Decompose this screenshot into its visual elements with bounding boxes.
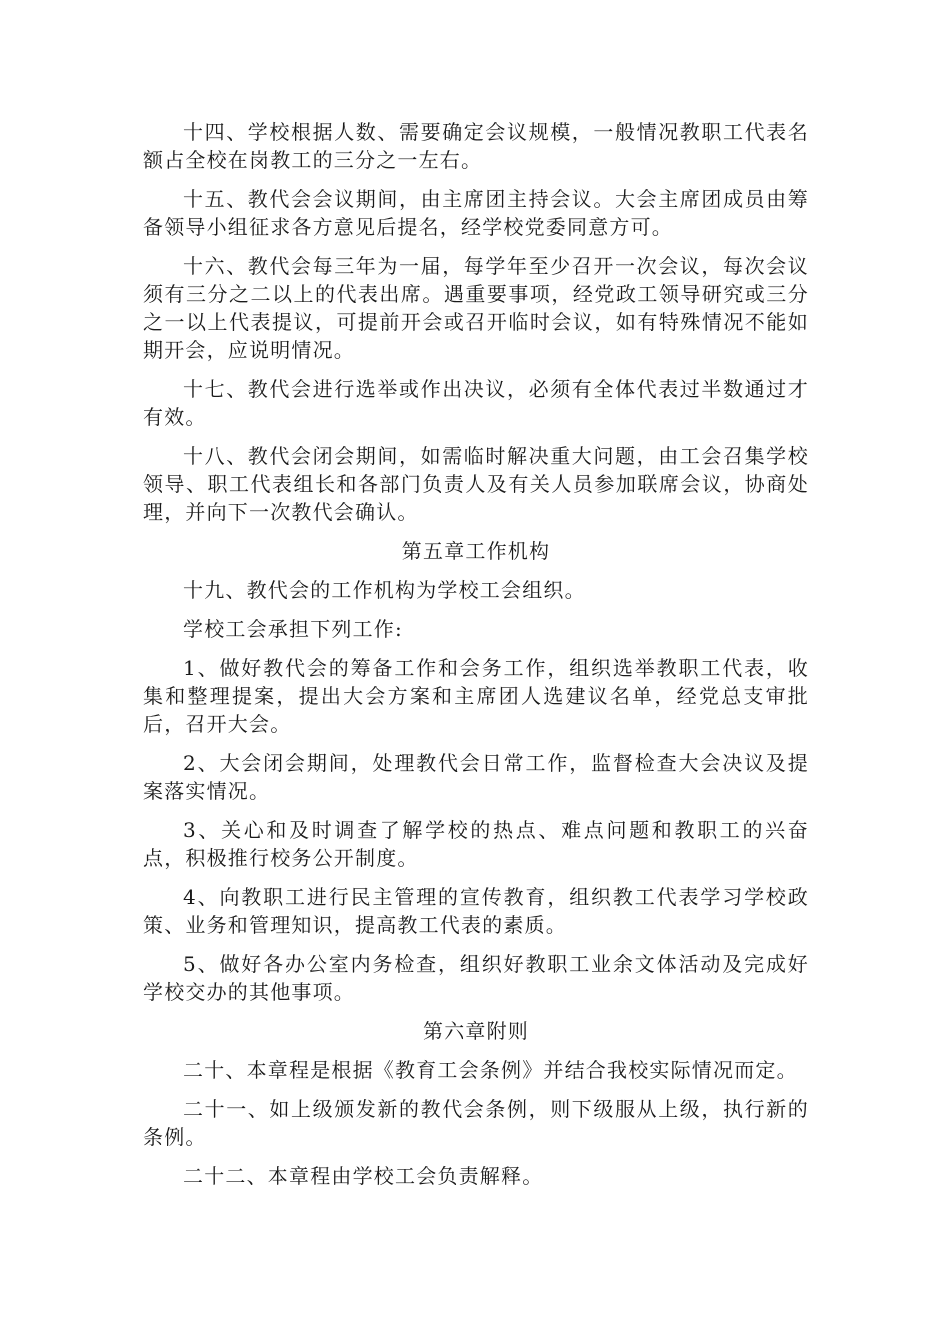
duty-item-5: 5、做好各办公室内务检查，组织好教职工业余文体活动及完成好学校交办的其他事项。 (143, 952, 809, 1004)
union-duties-intro: 学校工会承担下列工作: (183, 617, 403, 641)
duty-item-4: 4、向教职工进行民主管理的宣传教育，组织教工代表学习学校政策、业务和管理知识，提高教工代表的素质。 (143, 885, 809, 937)
article-19: 十九、教代会的工作机构为学校工会组织。 (183, 578, 586, 602)
document-body (143, 118, 809, 1201)
chapter-5-heading: 第五章工作机构 (401, 539, 551, 563)
article-16: 十六、教代会每三年为一届，每学年至少召开一次会议，每次会议须有三分之二以上的代表出席。遇重要事项，经党政工领导研究或三分之一以上代表提议，可提前开会或召开临时会议，如有特殊情况不能如期开会，应说明情况。 (143, 254, 809, 362)
chapter-6-heading: 第六章附则 (423, 1019, 529, 1043)
article-15: 十五、教代会会议期间，由主席团主持会议。大会主席团成员由筹备领导小组征求各方意见后提名，经学校党委同意方可。 (143, 187, 809, 239)
duty-item-1: 1、做好教代会的筹备工作和会务工作，组织选举教职工代表，收集和整理提案，提出大会方案和主席团人选建议名单，经党总支审批后，召开大会。 (143, 656, 809, 736)
article-21: 二十一、如上级颁发新的教代会条例，则下级服从上级，执行新的条例。 (143, 1097, 809, 1149)
article-14: 十四、学校根据人数、需要确定会议规模，一般情况教职工代表名额占全校在岗教工的三分之一左右。 (143, 120, 809, 172)
duty-item-3: 3、关心和及时调查了解学校的热点、难点问题和教职工的兴奋点，积极推行校务公开制度。 (143, 818, 809, 870)
article-18: 十八、教代会闭会期间，如需临时解决重大问题，由工会召集学校领导、职工代表组长和各部门负责人及有关人员参加联席会议，协商处理，并向下一次教代会确认。 (143, 444, 809, 524)
article-20: 二十、本章程是根据《教育工会条例》并结合我校实际情况而定。 (183, 1058, 798, 1082)
duty-item-2: 2、大会闭会期间，处理教代会日常工作，监督检查大会决议及提案落实情况。 (143, 751, 809, 803)
article-17: 十七、教代会进行选举或作出决议，必须有全体代表过半数通过才有效。 (143, 377, 809, 429)
article-22: 二十二、本章程由学校工会负责解释。 (183, 1164, 544, 1188)
